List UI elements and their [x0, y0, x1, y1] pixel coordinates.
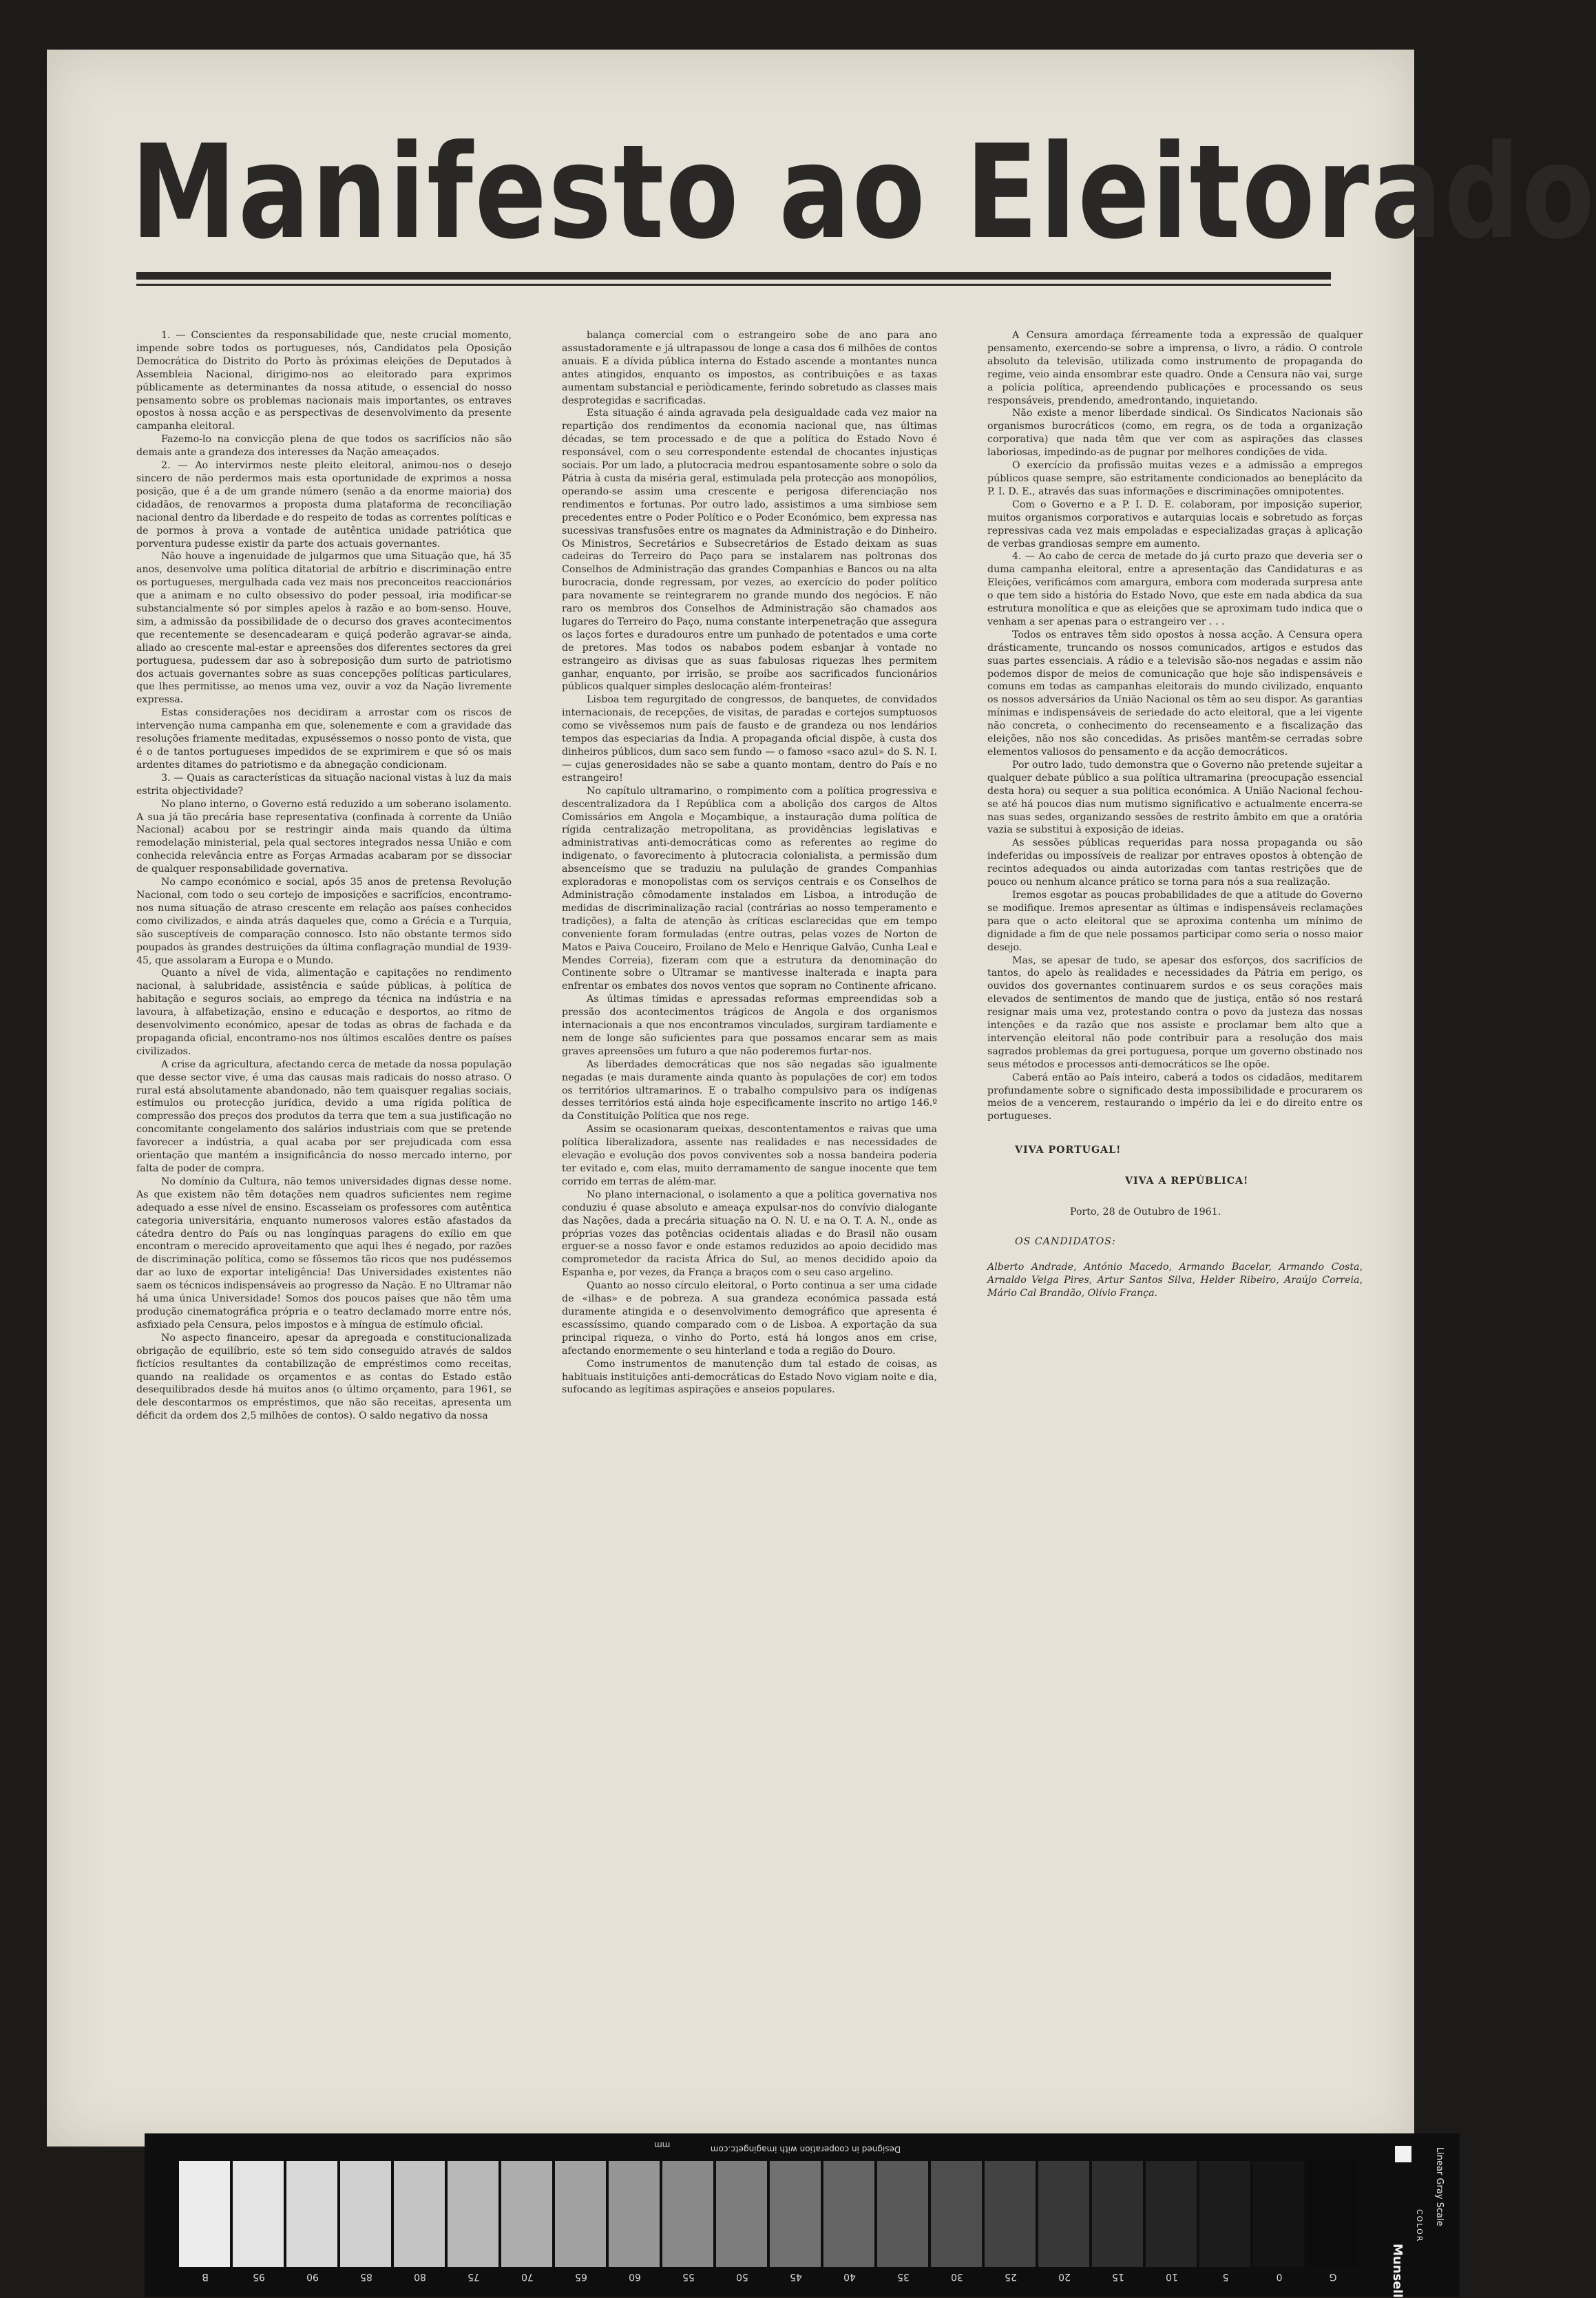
paragraph: Não houve a ingenuidade de julgarmos que uma Situação que, há 35 anos, desenvolve uma política ditatorial de arbítrio e discriminação entre os portugueses, mergulhada cada vez mais nos preconceitos reaccionários que a animam e no culto obsessivo do poder pessoal, iria modificar-se substancialmente só por simples apelos à razão e ao bom-senso. Houve, sim, a admissão da possibilidade de o decurso dos graves acontecimentos que recentemente se desencadearam e quiçá poderão agravar-se ainda, aliado ao crescente mal-estar e apreensões dos diferentes sectores da grei portuguesa, pudessem dar aso à sobreposição dum surto de patriotismo dos actuais governantes sobre as suas concepções políticas particulares, que lhes permitisse, ao menos uma vez, ouvir a voz da Nação livremente expressa. [136, 551, 512, 706]
patch-label: 70 [521, 2271, 534, 2282]
munsell-logo-icon [1395, 2146, 1411, 2162]
patch-label: 15 [1112, 2271, 1124, 2282]
paragraph: As liberdades democráticas que nos são negadas são igualmente negadas (e mais duramente ainda quanto às populações de cor) em todos os territórios ultramarinos. E o trabalho compulsivo para os indígenas desses territórios está ainda hoje especificamente inscrito no artigo 146.º da Constituição Política que nos rege. [562, 1058, 937, 1122]
gray-patch [448, 2161, 498, 2267]
paragraph: 4. — Ao cabo de cerca de metade do já curto prazo que deveria ser o duma campanha eleitoral, entre a apresentação das Candidaturas e as Eleições, verificámos com amargura, embora com moderada surpresa ante o que tem sido a história do Estado Novo, que este em nada abdica da sua estrutura monolítica e que as eleições que se aproximam tudo indica que o venham a ser apenas para o estrangeiro ver . . . [987, 551, 1363, 627]
paragraph: Quanto a nível de vida, alimentação e capitações no rendimento nacional, à salubridade, assistência e saúde públicas, à política de habitação e seguros sociais, ao emprego da técnica na indústria e na lavoura, à alfabetização, ensino e educação e desportos, ao ritmo de desenvolvimento económico, apesar de todas as obras de fachada e da propaganda oficial, encontramo-nos nos últimos escalões dentre os países civilizados. [136, 968, 512, 1057]
gray-patch [340, 2161, 391, 2267]
patch-label: 90 [306, 2271, 319, 2282]
paragraph: balança comercial com o estrangeiro sobe de ano para ano assustadoramente e já ultrapassou de longe a casa dos 6 milhões de contos anuais. E a dívida pública interna do Estado ascende a montantes nunca antes atingidos, enquanto os impostos, as contribuições e as taxas aumentam substancial e periòdicamente, ferindo sobretudo as classes mais desprotegidas e sacrificadas. [562, 330, 937, 406]
gray-patch [1253, 2161, 1304, 2267]
gray-patch [179, 2161, 230, 2267]
gray-patch [501, 2161, 552, 2267]
gray-patch [1146, 2161, 1197, 2267]
patch-label: B [202, 2271, 209, 2282]
gray-patch [931, 2161, 982, 2267]
paragraph: 1. — Conscientes da responsabilidade que, neste crucial momento, impende sobre todos os portugueses, nós, Candidatos pela Oposição Democrática do Distrito do Porto às próximas eleições de Deputados à Assembleia Nacional, dirigimo-nos ao eleitorado para exprimos públicamente as determinantes da nossa atitude, o essencial do nosso pensamento sobre os problemas nacionais mais importantes, os entraves opostos à nossa acção e as perspectivas de desenvolvimento da presente campanha eleitoral. [136, 330, 512, 432]
gray-patch [1199, 2161, 1250, 2267]
gray-patch [770, 2161, 821, 2267]
patch-label: 30 [951, 2271, 963, 2282]
patch-label: 80 [414, 2271, 426, 2282]
paragraph: O exercício da profissão muitas vezes e a admissão a empregos públicos quase sempre, são estritamente condicionados ao beneplácito da P. I. D. E., através das suas informações e discriminações omnipotentes. [987, 460, 1363, 497]
text-column-1 [136, 329, 512, 1961]
patch-label: 40 [843, 2271, 856, 2282]
patch-label: 5 [1222, 2271, 1229, 2282]
paragraph: Lisboa tem regurgitado de congressos, de banquetes, de convidados internacionais, de recepções, de visitas, de paradas e cortejos sumptuosos como se vivêssemos num país de fausto e de grandeza ou nos lendários tempos das especiarias da Índia. A propaganda oficial dispõe, à custa dos dinheiros públicos, dum saco sem fundo — o famoso «saco azul» do S. N. I. — cujas generosidades não se sabe a quanto montam, dentro do País e no estrangeiro! [562, 694, 937, 784]
gray-patch [716, 2161, 767, 2267]
unit-label: mm [654, 2140, 671, 2150]
patch-label: 10 [1166, 2271, 1178, 2282]
paragraph: No campo económico e social, após 35 anos de pretensa Revolução Nacional, com todo o seu cortejo de imposições e sacrifícios, encontramo-nos numa situação de atraso crescente em relação aos países conhecidos como civilizados, e ainda atrás daqueles que, como a Grécia e a Turquia, são susceptíveis de comparação connosco. Isto não obstante termos sido poupados às grandes destruições da última conflagração mundial de 1939-45, que assolaram a Europa e o Mundo. [136, 877, 512, 966]
paragraph: No capítulo ultramarino, o rompimento com a política progressiva e descentralizadora da I República com a abolição dos cargos de Altos Comissários em Angola e Moçambique, a instauração duma política de rígida centralização metropolitana, as providências legislativas e administrativas anti-democráticas como as referentes ao regime do indigenato, o favorecimento à plutocracia colonialista, a permissão dum absenceísmo que se traduziu na pululação de grandes Companhias exploradoras e monopolistas com os serviços centrais e os Conselhos de Administração cômodamente instalados em Lisboa, a introdução de medidas de discriminalização racial (contrárias ao nosso temperamento e tradições), a falta de atenção às críticas esclarecidas que em tempo conveniente foram formuladas (entre outras, pelas vozes de Norton de Matos e Paiva Couceiro, Froilano de Melo e Henrique Galvão, Cunha Leal e Mendes Correia), fizeram com que a estrutura da denominação do Continente sobre o Ultramar se mantivesse inalterada e inapta para enfrentar os embates dos novos ventos que sopram no Continente africano. [562, 785, 937, 992]
paragraph: Não existe a menor liberdade sindical. Os Sindicatos Nacionais são organismos burocráticos (como, em regra, os de toda a organização corporativa) que nada têm que ver com as aspirações das classes laboriosas, impedindo-as de pugnar por melhores condições de vida. [987, 408, 1363, 459]
paragraph: A Censura amordaça férreamente toda a expressão de qualquer pensamento, exercendo-se sobre a imprensa, o livro, a rádio. O controle absoluto da televisão, utilizada como instrumento de propaganda do regime, veio ainda ensombrar este quadro. Onde a Censura não vai, surge a polícia política, apreendendo publicações e processando os seus responsáveis, prendendo, amedrontando, inquietando. [987, 330, 1363, 406]
paragraph: Fazemo-lo na convicção plena de que todos os sacrifícios não são demais ante a grandeza dos interesses da Nação ameaçados. [136, 434, 512, 459]
paragraph: As últimas tímidas e apressadas reformas empreendidas sob a pressão dos acontecimentos trágicos de Angola e dos organismos internacionais a que nos encontramos vinculados, surgiram tardiamente e nem de longe são suficientes para que possamos encarar sem as mais graves apreensões um futuro a que não poderemos furtar-nos. [562, 994, 937, 1057]
paragraph: Assim se ocasionaram queixas, descontentamentos e raivas que uma política liberalizadora, assente nas realidades e nas necessidades de elevação e evolução dos povos conviventes sob a nossa bandeira poderia ter evitado e, com elas, muito derramamento de sangue inocente que tem corrido em terras de além-mar. [562, 1124, 937, 1187]
patch-label: 45 [790, 2271, 802, 2282]
paragraph: Iremos esgotar as poucas probabilidades de que a atitude do Governo se modifique. Iremos apresentar as últimas e indispensáveis reclamações para que o acto eleitoral que se aproxima contenha um mínimo de dignidade a fim de que nele possamos participar como seria o nosso maior desejo. [987, 889, 1363, 953]
munsell-brand [1390, 2140, 1453, 2298]
patch-label: G [1329, 2271, 1337, 2282]
paragraph: Caberá então ao País inteiro, caberá a todos os cidadãos, meditarem profundamente sobre o significado desta impossibilidade e procurarem os meios de a vencerem, restaurando o império da lei e do direito entre os portugueses. [987, 1072, 1363, 1122]
target-caption: Designed in cooperation with imagingetc.com [710, 2144, 901, 2154]
paragraph: Estas considerações nos decidiram a arrostar com os riscos de intervenção numa campanha em que, solenemente e com a gravidade das resoluções friamente meditadas, expuséssemos o nosso ponto de vista, que é o de tantos portugueses impedidos de se exprimirem e que só os mais ardentes ditames do patriotismo e da abnegação condicionam. [136, 707, 512, 771]
patch-label: 0 [1276, 2271, 1283, 2282]
paragraph: Por outro lado, tudo demonstra que o Governo não pretende sujeitar a qualquer debate público a sua política ultramarina (preocupação essencial desta hora) ou sequer a sua política económica. A União Nacional fechou-se até há poucos dias num mutismo significativo e actualmente encerra-se nas suas sedes, organizando sessões de restrito âmbito em que a oratória vazia se substitui à exposição de ideias. [987, 759, 1363, 836]
brand-name: Munsell [1390, 2244, 1405, 2298]
gray-patch [877, 2161, 928, 2267]
patch-label: 60 [629, 2271, 641, 2282]
viva-republica: VIVA A REPÚBLICA! [1125, 1176, 1249, 1187]
gray-patch [286, 2161, 337, 2267]
text-column-3 [987, 329, 1363, 1961]
gray-patch [1092, 2161, 1143, 2267]
paragraph: Com o Governo e a P. I. D. E. colaboram, por imposição superior, muitos organismos corporativos e autarquias locais e sobretudo as forças repressivas cada vez mais empoladas e especializadas graças à aplicação de verbas grandiosas sempre em aumento. [987, 499, 1363, 550]
patch-label: 65 [575, 2271, 587, 2282]
gray-patch [609, 2161, 660, 2267]
paragraph: No aspecto financeiro, apesar da apregoada e constitucionalizada obrigação de equilíbrio, este só tem sido conseguido através de saldos fictícios resultantes da contabilização de empréstimos como receitas, quando na realidade os orçamentos e as contas do Estado estão desequilibrados desde há muitos anos (o último orçamento, para 1961, se dele descontarmos os empréstimos, que não são receitas, apresenta um déficit da ordem dos 2,5 milhões de contos). O saldo negativo da nossa [136, 1332, 512, 1422]
signatories-list: Alberto Andrade, António Macedo, Armando Bacelar, Armando Costa, Arnaldo Veiga Pires, Artur Santos Silva, Helder Ribeiro, Araújo Correia, Mário Cal Brandão, Olívio França. [987, 1261, 1363, 1299]
paragraph: Como instrumentos de manutenção dum tal estado de coisas, as habituais instituições anti-democráticas do Estado Novo vigiam noite e dia, sufocando as legítimas aspirações e anseios populares. [562, 1358, 937, 1396]
paragraph: A crise da agricultura, afectando cerca de metade da nossa população que desse sector vive, é uma das causas mais radicais do nosso atraso. O rural está absolutamente abandonado, não tem quaisquer regalias sociais, estímulos ou protecção jurídica, devido a uma rígida política de compressão dos preços dos produtos da terra que tem a sua justificação no concomitante congelamento dos salários industriais com que se pretende favorecer a indústria, a qual acaba por ser prejudicada com essa orientação que mantém a insignificância do nosso mercado interno, por falta de poder de compra. [136, 1058, 512, 1174]
gray-patch [394, 2161, 445, 2267]
patch-label: 50 [736, 2271, 748, 2282]
text-column-2 [562, 329, 937, 1961]
paragraph: 3. — Quais as características da situação nacional vistas à luz da mais estrita objectividade? [136, 772, 512, 797]
color-calibration-target [145, 2133, 1460, 2297]
patch-label: 55 [682, 2271, 695, 2282]
paragraph: Esta situação é ainda agravada pela desigualdade cada vez maior na repartição dos rendimentos da economia nacional que, nas últimas décadas, se tem processado e de que a política do Estado Novo é responsável, com o seu correspondente estendal de chocantes injustiças sociais. Por um lado, a plutocracia medrou espantosamente sobre o solo da Pátria à custa da miséria geral, estimulada pela protecção aos monopólios, operando-se assim uma crescente e perigosa diferenciação nos rendimentos e fortunas. Por outro lado, assistimos a uma simbiose sem precedentes entre o Poder Político e o Poder Económico, bem expressa nas sucessivas transfusões entre os magnates da Administração e do Dinheiro. Os Ministros, Secretários e Subsecretários de Estado deixam as suas cadeiras do Terreiro do Paço para se instalarem nas poltronas dos Conselhos de Administração das grandes Companhias e Bancos ou na alta burocracia, donde regressam, por vezes, ao exercício do poder político para novamente se reintegrarem no grande mundo dos negócios. E não raro os membros dos Conselhos de Administração são chamados aos lugares do Terreiro do Paço, numa constante interpenetração que assegura os laços fortes e duradouros entre um punhado de potentados e uma corte de pretores. Mas todos os nababos podem esbanjar à vontade no estrangeiro as divisas que as suas fabulosas riquezas lhes permitem ganhar, enquanto, por irrisão, se proíbe aos sacrificados funcionários públicos qualquer simples deslocação além-fronteiras! [562, 408, 937, 693]
patch-label: 95 [253, 2271, 265, 2282]
title-rule [136, 272, 1331, 280]
gray-patch [1038, 2161, 1089, 2267]
scale-name: Linear Gray Scale [1434, 2147, 1445, 2226]
paragraph: Quanto ao nosso círculo eleitoral, o Porto continua a ser uma cidade de «ilhas» e de pobreza. A sua grandeza económica passada está duramente atingida e o desenvolvimento demográfico que apresenta é escassíssimo, quando comparado com o de Lisboa. A exportação da sua principal riqueza, o vinho do Porto, está há longos anos em crise, afectando enormemente o seu hinterland e toda a região do Douro. [562, 1280, 937, 1357]
paragraph: Todos os entraves têm sido opostos à nossa acção. A Censura opera drásticamente, truncando os nossos comunicados, artigos e estudos das suas partes essenciais. A rádio e a televisão são-nos negadas e assim não podemos dispor de meios de comunicação que hoje são indispensáveis e comuns em todas as campanhas eleitorais do mundo civilizado, enquanto os nossos adversários da União Nacional os têm ao seu dispor. As garantias mínimas e indispensáveis de seriedade do acto eleitoral, que a lei vigente não concreta, o conhecimento do recenseamento e a fiscalização das eleições, não nos são concedidas. As prisões mantêm-se cerradas sobre elementos valiosos do pensamento e da acção democráticos. [987, 629, 1363, 758]
brand-sub: COLOR [1415, 2209, 1424, 2243]
gray-patch [662, 2161, 713, 2267]
patch-label: 75 [468, 2271, 480, 2282]
paragraph: 2. — Ao intervirmos neste pleito eleitoral, animou-nos o desejo sincero de não perdermos mais esta oportunidade de exprimos a nossa posição, que é a de um grande número (senão a da enorme maioria) dos cidadãos, de renovarmos a proposta duma plataforma de reconciliação nacional dentro da liberdade e do respeito de todas as correntes políticas e de pormos à prova a vontade de autêntica unidade patriótica que porventura pudesse existir da parte dos actuais governantes. [136, 460, 512, 550]
patch-label: 25 [1005, 2271, 1017, 2282]
gray-patch [233, 2161, 284, 2267]
gray-patch [823, 2161, 874, 2267]
dateline: Porto, 28 de Outubro de 1961. [1070, 1207, 1221, 1218]
paragraph: Mas, se apesar de tudo, se apesar dos esforços, dos sacrifícios de tantos, do apelo às realidades e necessidades da Pátria em perigo, os ouvidos dos governantes continuarem surdos e os seus corações mais elevados de sentimentos de mando que de justiça, então só nos restará resignar mais uma vez, protestando contra o povo da justeza das nossas intenções e da razão que nos assiste e proclamar bem alto que a intervenção eleitoral não pode contribuir para a resolução dos mais sagrados problemas da grei portuguesa, porque um governo obstinado nos seus métodos e processos anti-democráticos se lhe opõe. [987, 954, 1363, 1070]
gray-patch [555, 2161, 606, 2267]
gray-patch [985, 2161, 1036, 2267]
paragraph: No plano internacional, o isolamento a que a política governativa nos conduziu é quase absoluto e ameaça expulsar-nos do convívio dialogante das Nações, dada a precária situação na O. N. U. e na O. T. A. N., onde as próprias vozes das potências ocidentais aliadas e do Brasil não ousam erguer-se a nosso favor e onde estamos reduzidos ao apoio decidido mas comprometedor da racista África do Sul, ao menos decidido apoio da Espanha e, por vezes, da França a braços com o seu caso argelino. [562, 1189, 937, 1279]
gray-patch [1307, 2161, 1358, 2267]
paragraph: No plano interno, o Governo está reduzido a um soberano isolamento. A sua já tão precária base representativa (confinada à corrente da União Nacional) acabou por se restringir ainda mais quando da última remodelação ministerial, pela qual sectores integrados nessa União e com conhecida relevância entre as Forças Armadas acabaram por se dissociar de qualquer responsabilidade governativa. [136, 798, 512, 875]
patch-label: 20 [1058, 2271, 1071, 2282]
title-rule-thin [136, 284, 1331, 286]
viva-portugal: VIVA PORTUGAL! [1015, 1145, 1122, 1156]
paragraph: As sessões públicas requeridas para nossa propaganda ou são indeferidas ou impossíveis de realizar por entraves opostos à obtenção de recintos adequados ou ainda autorizadas com tantas restrições que de pouco ou nenhum alcance prático se torna para nós a sua realização. [987, 837, 1363, 888]
signatories-heading: OS CANDIDATOS: [1015, 1236, 1116, 1247]
patch-label: 35 [897, 2271, 910, 2282]
patch-label: 85 [360, 2271, 372, 2282]
paragraph: No domínio da Cultura, não temos universidades dignas desse nome. As que existem não têm dotações nem quadros suficientes nem regime adequado a esse nível de ensino. Escasseiam os professores com autêntica categoria universitária, enquanto numerosos valores estão afastados da cátedra dentro do País ou nas longínquas paragens do exílio em que encontram o merecido aproveitamento que aqui lhes é negado, por razões de discriminação política, como se fôssemos tão ricos que nos pudéssemos dar ao luxo de exportar inteligência! Das Universidades existentes não saem os técnicos indispensáveis ao progresso da Nação. E no Ultramar não há uma única Universidade! Somos dos poucos países que não têm uma produção cinematográfica própria e o teatro declamado morre entre nós, asfixiado pela Censura, pelos impostos e à míngua de estímulo oficial. [136, 1176, 512, 1330]
document-title: Manifesto ao Eleitorado [131, 117, 1596, 268]
